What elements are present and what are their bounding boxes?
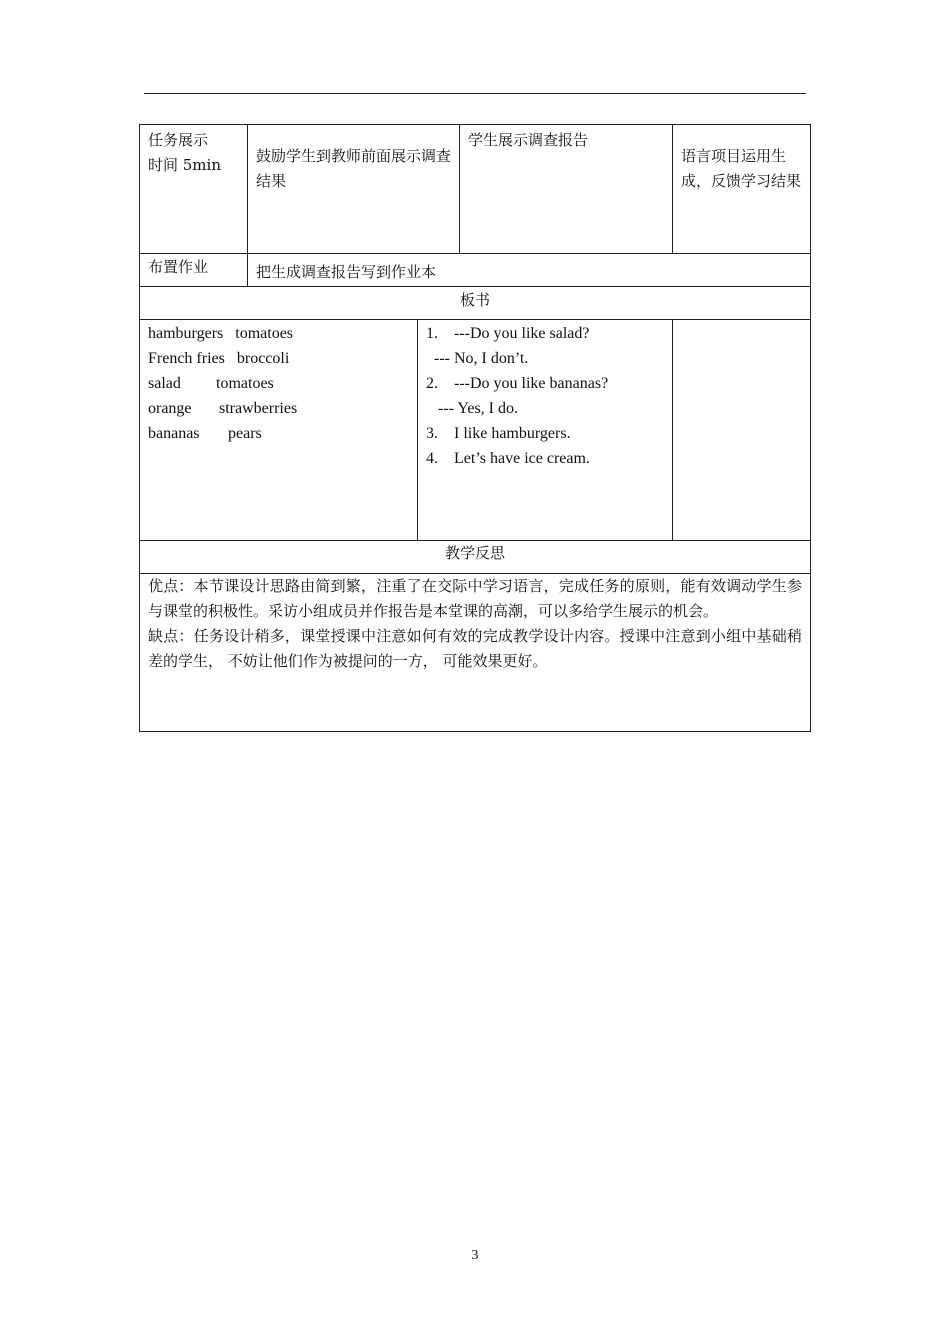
teacher-activity-text: 鼓励学生到教师前面展示调查结果	[256, 147, 452, 190]
vocab-line	[148, 396, 410, 421]
reflection-content-cell	[140, 574, 810, 731]
sentences-cell	[418, 320, 673, 541]
sentence-text: --- Yes, I do.	[438, 400, 518, 417]
design-intent-text: 语言项目运用生成，反馈学习结果	[681, 147, 802, 190]
student-activity-cell	[460, 125, 673, 254]
vocab-line	[148, 321, 410, 346]
blank-cell	[673, 320, 810, 541]
vocab-line	[148, 346, 410, 371]
header-rule	[144, 93, 806, 94]
task-stage-cell	[140, 125, 248, 254]
design-intent-cell	[673, 125, 810, 254]
student-activity-text: 学生展示调查报告	[468, 131, 589, 149]
sentence-number: 3.	[426, 425, 438, 442]
sentence-text: ---Do you like salad?	[454, 325, 590, 342]
divider	[672, 320, 673, 541]
homework-content: 把生成调查报告写到作业本	[256, 263, 437, 281]
vocab-word: broccoli	[236, 350, 290, 367]
vocab-word: hamburgers	[148, 325, 224, 342]
sentence-number: 4.	[426, 450, 438, 467]
vocab-word: pears	[228, 425, 262, 442]
vocabulary-cell	[140, 320, 418, 541]
vocab-word: tomatoes	[235, 325, 294, 342]
reflection-disadvantages: 缺点：任务设计稍多，课堂授课中注意如何有效的完成教学设计内容。授课中注意到小组中基础稍差的学生， 不妨让他们作为被提问的一方， 可能效果更好。	[148, 627, 802, 670]
sentence-line	[426, 346, 665, 371]
sentence-line	[426, 396, 665, 421]
divider	[417, 320, 418, 541]
page-number: 3	[471, 1248, 479, 1263]
vocab-line	[148, 421, 410, 446]
homework-label: 布置作业	[148, 258, 209, 276]
lesson-plan-table	[139, 124, 811, 732]
homework-content-cell	[248, 254, 810, 287]
vocab-word: orange	[148, 400, 192, 417]
sentence-number: 2.	[426, 375, 438, 392]
sentence-line	[426, 446, 665, 471]
homework-label-cell	[140, 254, 248, 287]
sentence-text: --- No, I don’t.	[434, 350, 529, 367]
sentence-text: ---Do you like bananas?	[454, 375, 609, 392]
reflection-header-cell	[140, 541, 810, 574]
reflection-header: 教学反思	[444, 544, 505, 562]
sentence-text: Let’s have ice cream.	[454, 450, 590, 467]
sentence-line	[426, 321, 665, 346]
blackboard-header: 板书	[459, 291, 490, 309]
sentence-text: I like hamburgers.	[454, 425, 571, 442]
sentence-number: 1.	[426, 325, 438, 342]
vocab-word: bananas	[148, 425, 200, 442]
sentence-line	[426, 371, 665, 396]
vocab-word: salad	[148, 375, 181, 392]
teacher-activity-cell	[248, 125, 460, 254]
vocab-word: tomatoes	[216, 375, 274, 392]
blackboard-header-cell	[140, 287, 810, 320]
divider	[459, 125, 460, 254]
task-stage-time: 时间 5min	[148, 156, 221, 174]
vocab-word: French fries	[148, 350, 225, 367]
task-stage-label: 任务展示	[148, 131, 209, 149]
reflection-advantages: 优点：本节课设计思路由简到繁，注重了在交际中学习语言，完成任务的原则，能有效调动学生参与课堂的积极性。采访小组成员并作报告是本堂课的高潮，可以多给学生展示的机会。	[148, 577, 802, 620]
sentence-line	[426, 421, 665, 446]
vocab-word: strawberries	[219, 400, 298, 417]
vocab-line	[148, 371, 410, 396]
divider	[672, 125, 673, 254]
